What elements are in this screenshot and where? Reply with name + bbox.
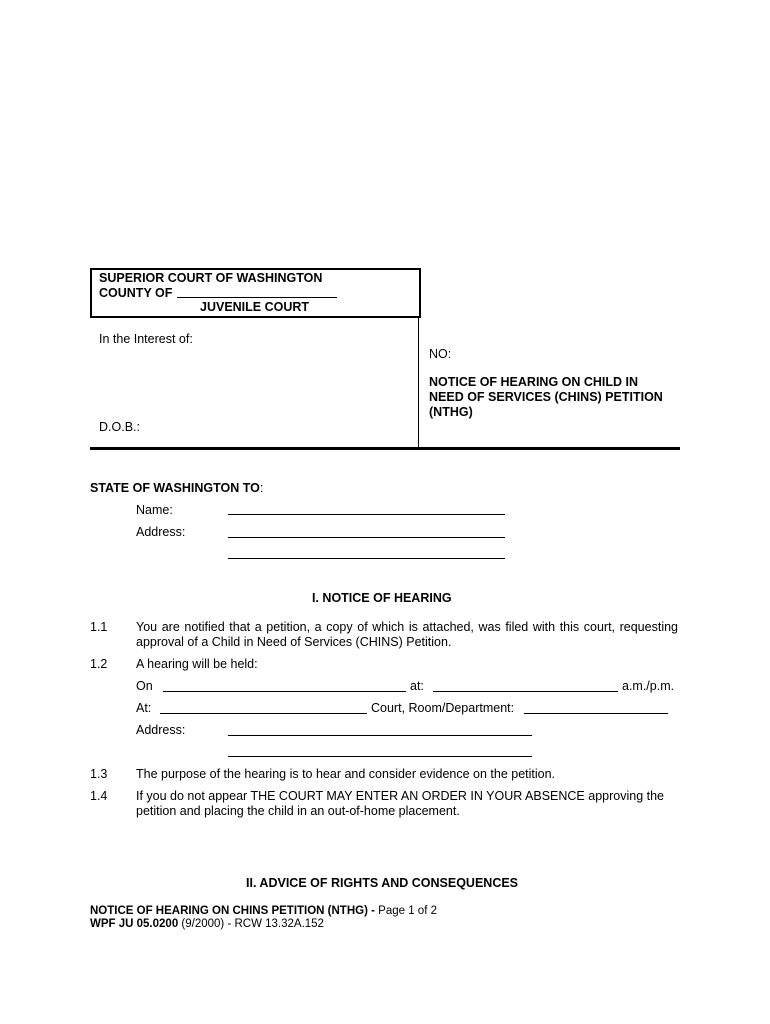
hearing-address-line1[interactable] [228,735,532,736]
name-field[interactable] [228,514,505,515]
item-text: If you do not appear THE COURT MAY ENTER AN ORDER IN YOUR ABSENCE approving the petition and placing the child in an out-of-home placement. [136,789,664,818]
name-label: Name: [136,503,173,517]
county-blank-line[interactable] [177,297,337,298]
hearing-time-field[interactable] [433,691,618,692]
court-name: SUPERIOR COURT OF WASHINGTON [99,271,323,285]
address-field-line1[interactable] [228,537,505,538]
caption-bottom-rule [90,447,680,450]
hearing-on-label: On [136,679,153,693]
hearing-time-label: at: [410,679,424,693]
section2-heading: II. ADVICE OF RIGHTS AND CONSEQUENCES [246,876,519,890]
footer-form-title: NOTICE OF HEARING ON CHINS PETITION (NTHG) - Page 1 of 2 [90,905,437,917]
address-label: Address: [136,525,186,539]
item-text: The purpose of the hearing is to hear and consider evidence on the petition. [136,767,556,781]
item-number: 1.3 [90,767,108,781]
footer-form-id: WPF JU 05.0200 (9/2000) - RCW 13.32A.152 [90,918,324,930]
item-number: 1.4 [90,789,108,803]
item-number: 1.1 [90,620,108,634]
address-field-line2[interactable] [228,558,505,559]
document-title-line1: NOTICE OF HEARING ON CHILD IN [429,375,639,389]
hearing-date-field[interactable] [163,691,406,692]
court-division: JUVENILE COURT [200,300,310,314]
hearing-address-line2[interactable] [228,756,532,757]
section1-heading: I. NOTICE OF HEARING [312,591,452,605]
caption-divider [418,316,419,449]
item-text: A hearing will be held: [136,657,258,671]
interest-of-label: In the Interest of: [99,332,193,346]
county-label: COUNTY OF [99,286,173,300]
hearing-address-label: Address: [136,723,186,737]
hearing-court-field[interactable] [160,713,367,714]
room-department-field[interactable] [524,713,668,714]
item-text: You are notified that a petition, a copy of which is attached, was filed with this court, requesting approval of a Child in Need of Services (CHINS) Petition. [136,620,678,649]
document-title-line2: NEED OF SERVICES (CHINS) PETITION [429,390,663,404]
case-number-label: NO: [429,347,452,361]
ampm-label: a.m./p.m. [622,679,675,693]
hearing-place-label: At: [136,701,152,715]
dob-label: D.O.B.: [99,420,140,434]
room-department-label: Court, Room/Department: [371,701,515,715]
item-number: 1.2 [90,657,108,671]
document-title-line3: (NTHG) [429,405,473,419]
addressee-heading: STATE OF WASHINGTON TO: [90,481,264,495]
